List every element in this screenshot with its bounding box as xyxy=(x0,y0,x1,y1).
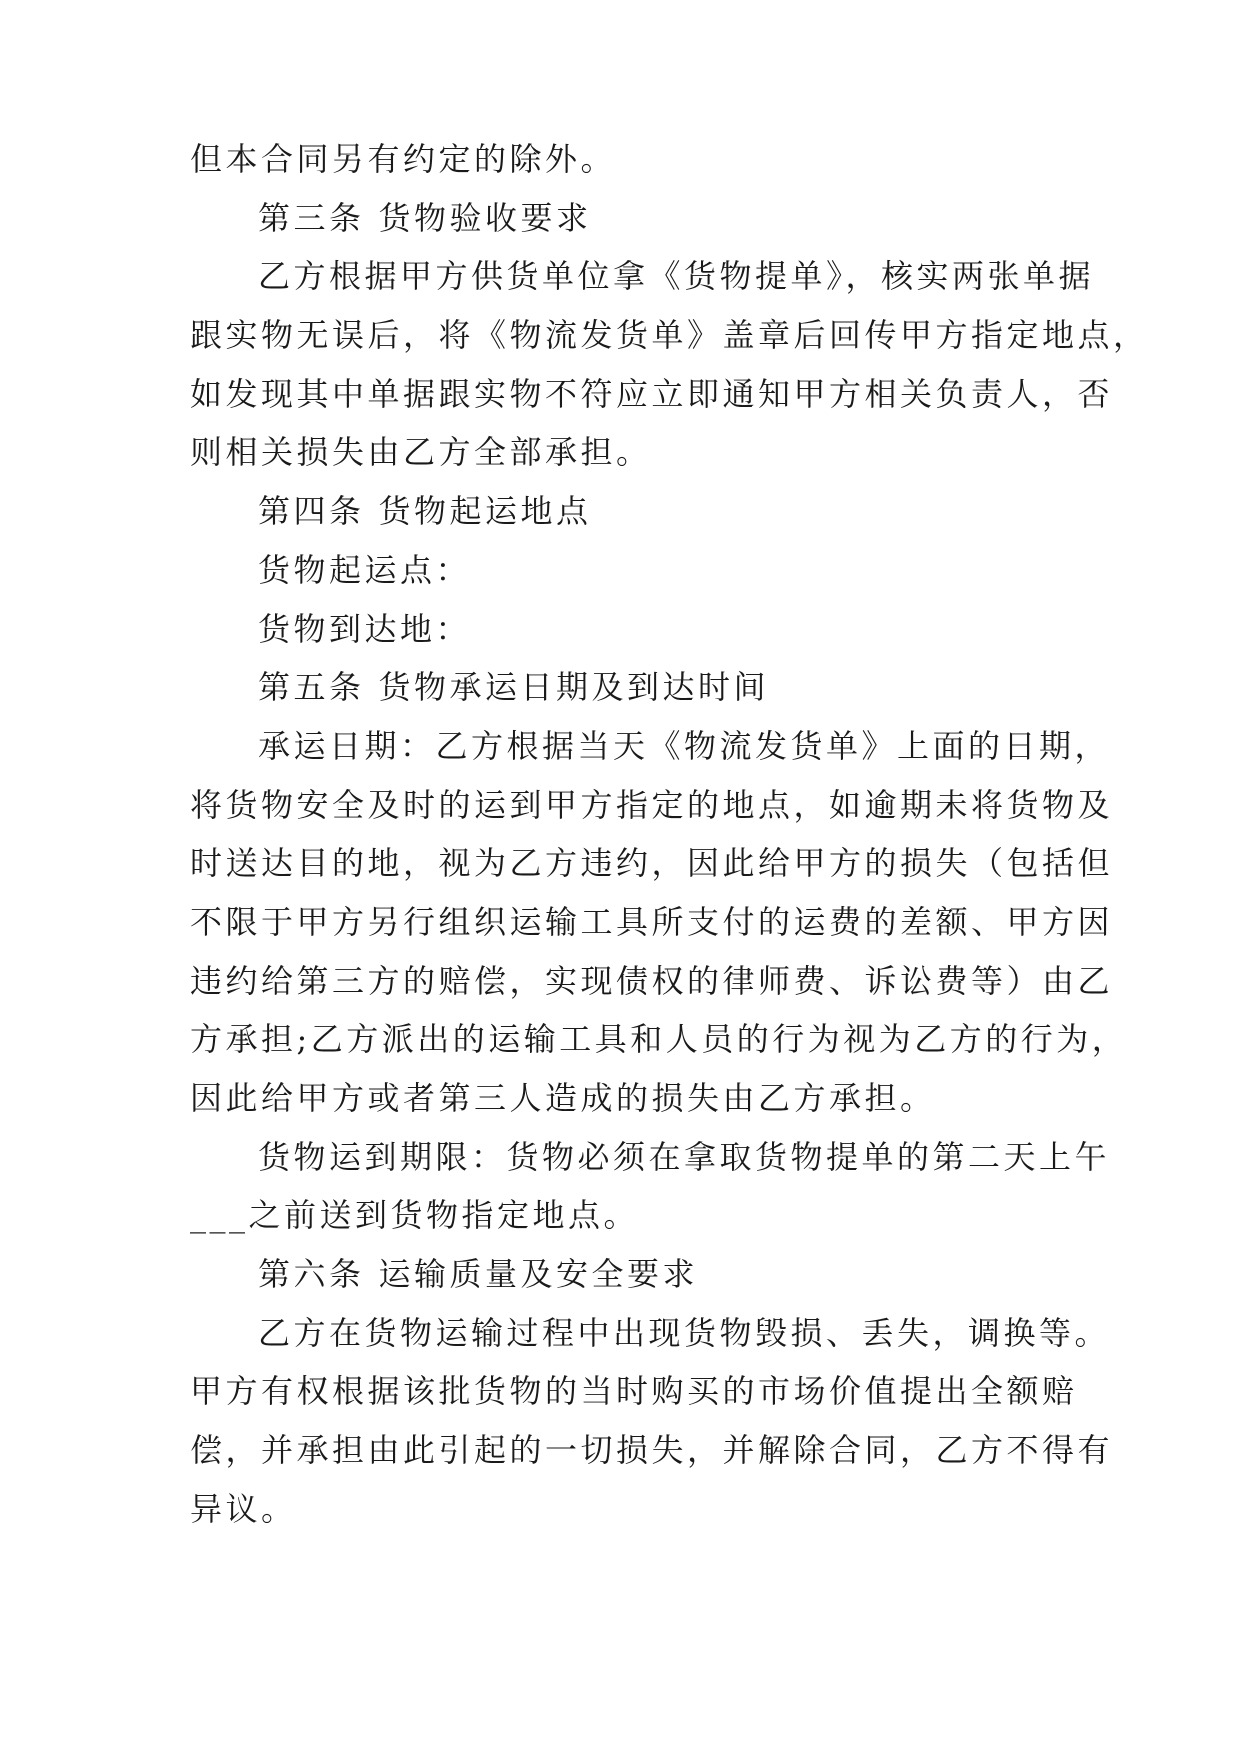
text-line: 甲方有权根据该批货物的当时购买的市场价值提出全额赔 xyxy=(190,1372,1078,1411)
text-line: 跟实物无误后，将《物流发货单》盖章后回传甲方指定地点， xyxy=(190,316,1149,355)
text-line: 乙方在货物运输过程中出现货物毁损、丢失，调换等。 xyxy=(258,1313,1111,1352)
text-line: 承运日期：乙方根据当天《物流发货单》上面的日期， xyxy=(258,726,1111,765)
text-line: 不限于甲方另行组织运输工具所支付的运费的差额、甲方因 xyxy=(190,902,1114,941)
text-line: 时送达目的地，视为乙方违约，因此给甲方的损失（包括但 xyxy=(190,844,1114,883)
text-line: 如发现其中单据跟实物不符应立即通知甲方相关负责人，否 xyxy=(190,374,1114,413)
text-line: 则相关损失由乙方全部承担。 xyxy=(190,433,652,472)
text-line: 乙方根据甲方供货单位拿《货物提单》，核实两张单据 xyxy=(258,257,1095,296)
text-line: 因此给甲方或者第三人造成的损失由乙方承担。 xyxy=(190,1079,936,1117)
article-number: 第四条 xyxy=(258,492,365,531)
article-heading xyxy=(190,658,1060,717)
origin-line: 货物起运点： xyxy=(258,550,472,589)
article-heading xyxy=(190,482,1060,541)
article-heading xyxy=(190,1245,1060,1304)
text-line: 违约给第三方的赔偿，实现债权的律师费、诉讼费等）由乙 xyxy=(190,961,1114,1000)
text-line: 但本合同另有约定的除外。 xyxy=(190,140,617,178)
text-line: 货物运到期限：货物必须在拿取货物提单的第二天上午 xyxy=(258,1137,1111,1176)
article-number: 第三条 xyxy=(258,198,365,237)
text-line: 方承担;乙方派出的运输工具和人员的行为视为乙方的行为， xyxy=(190,1020,1128,1059)
text-line: 将货物安全及时的运到甲方指定的地点，如逾期未将货物及 xyxy=(190,785,1114,824)
text-line: 异议。 xyxy=(190,1489,297,1528)
text-line: 偿，并承担由此引起的一切损失，并解除合同，乙方不得有 xyxy=(190,1431,1114,1470)
article-heading xyxy=(190,189,1060,248)
destination-line: 货物到达地： xyxy=(258,609,472,648)
article-title: 货物承运日期及到达时间 xyxy=(378,668,770,707)
document-page xyxy=(190,130,1149,1539)
article-title: 货物起运地点 xyxy=(378,492,592,531)
article-title: 货物验收要求 xyxy=(378,198,592,237)
article-number: 第六条 xyxy=(258,1255,365,1294)
text-line: ___之前送到货物指定地点。 xyxy=(190,1196,640,1235)
article-title: 运输质量及安全要求 xyxy=(378,1255,699,1294)
article-number: 第五条 xyxy=(258,668,365,707)
